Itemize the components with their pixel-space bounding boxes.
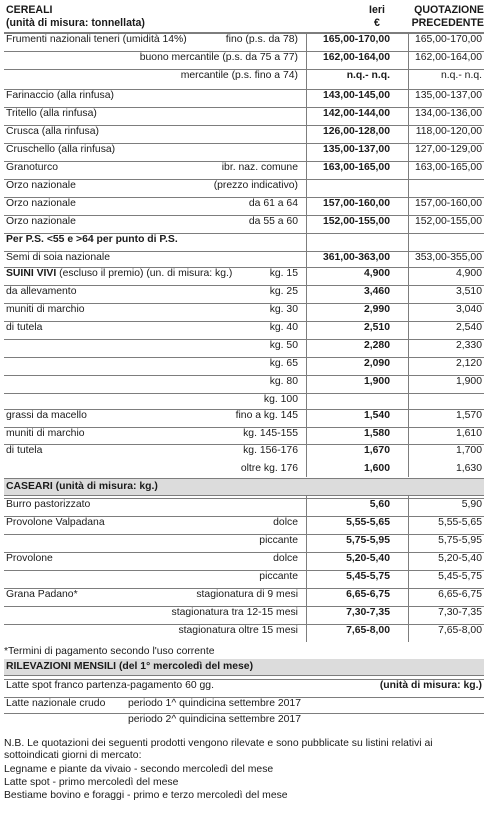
price-precedente: 134,00-136,00 (414, 108, 482, 119)
price-precedente: 135,00-137,00 (414, 90, 482, 101)
section-unit-cereali: (unità di misura: tonnellata) (6, 17, 145, 29)
row-spec: da 55 a 60 (248, 216, 298, 227)
price-precedente: 1,610 (455, 428, 482, 439)
table-row (4, 285, 484, 297)
price-precedente: 5,20-5,40 (438, 553, 482, 564)
row-label: muniti di marchio (6, 428, 85, 439)
row-label (6, 267, 232, 281)
table-row (4, 197, 484, 209)
price-precedente: 157,00-160,00 (414, 198, 482, 209)
price-ieri: 1,900 (363, 376, 390, 387)
price-ieri: 5,55-5,65 (346, 517, 390, 528)
price-precedente: 7,65-8,00 (438, 625, 482, 636)
table-row (4, 179, 484, 191)
row-label: Provolone Valpadana (6, 517, 105, 528)
row-spec: piccante (259, 571, 298, 582)
price-precedente: 2,330 (455, 340, 482, 351)
note-line: sottoindicati giorni di mercato: (4, 750, 142, 761)
section-unit-suini: (escluso il premio) (un. di misura: kg.) (59, 268, 233, 279)
table-row (4, 534, 484, 546)
row-label: Farinaccio (alla rinfusa) (6, 90, 114, 101)
table-row (4, 339, 484, 351)
row-spec: kg. 50 (269, 340, 298, 351)
price-precedente: 3,510 (455, 286, 482, 297)
price-ieri: 4,900 (363, 268, 390, 279)
unit-label: (unità di misura: kg.) (379, 680, 482, 691)
price-precedente: 152,00-155,00 (414, 216, 482, 227)
row-spec: kg. 156-176 (243, 445, 298, 456)
price-ieri: 5,20-5,40 (346, 553, 390, 564)
column-header-quotazione: QUOTAZIONE (414, 4, 484, 16)
row-label: Orzo nazionale (6, 216, 76, 227)
price-ieri: 1,580 (363, 428, 390, 439)
price-precedente: 2,120 (455, 358, 482, 369)
price-ieri: 152,00-155,00 (322, 216, 390, 227)
row-spec: stagionatura di 9 mesi (196, 589, 298, 600)
note-line: Legname e piante da vivaio - secondo mercoledì del mese (4, 764, 274, 775)
period-label: periodo 2^ quindicina settembre 2017 (128, 714, 301, 725)
table-row (4, 69, 484, 81)
price-precedente: 5,55-5,65 (438, 517, 482, 528)
price-ieri: 1,600 (363, 463, 390, 474)
section-title-caseari: CASEARI (unità di misura: kg.) (6, 481, 158, 492)
price-ieri: 5,60 (369, 499, 390, 510)
table-row (4, 713, 484, 725)
row-spec: (prezzo indicativo) (213, 180, 298, 191)
table-row (4, 588, 484, 600)
row-spec: kg. 80 (269, 376, 298, 387)
price-precedente: 5,75-5,95 (438, 535, 482, 546)
table-row (4, 215, 484, 227)
price-ieri: 126,00-128,00 (322, 126, 390, 137)
row-spec: kg. 25 (269, 286, 298, 297)
row-spec: kg. 65 (269, 358, 298, 369)
column-header-precedente: PRECEDENTE (411, 17, 484, 29)
row-spec: stagionatura tra 12-15 mesi (171, 607, 298, 618)
table-row (4, 427, 484, 439)
row-label: Grana Padano* (6, 589, 78, 600)
row-spec: fino a kg. 145 (235, 410, 298, 421)
price-precedente: 4,900 (455, 268, 482, 279)
price-ieri: 2,280 (363, 340, 390, 351)
table-row (4, 233, 484, 245)
price-ieri: 7,65-8,00 (346, 625, 390, 636)
section-title-cereali: CEREALI (6, 4, 53, 16)
column-header-ieri: Ieri (369, 4, 385, 16)
price-ieri: 5,75-5,95 (346, 535, 390, 546)
table-row (4, 444, 484, 456)
price-ieri: 163,00-165,00 (322, 162, 390, 173)
row-label: Latte spot franco partenza-pagamento 60 gg. (6, 680, 214, 691)
row-label: muniti di marchio (6, 304, 85, 315)
price-precedente: 3,040 (455, 304, 482, 315)
row-spec: kg. 40 (269, 322, 298, 333)
table-row (4, 107, 484, 119)
row-spec: kg. 100 (263, 394, 298, 405)
price-ieri: n.q.- n.q. (346, 70, 390, 81)
row-spec: kg. 15 (269, 268, 298, 279)
table-row (4, 516, 484, 528)
table-row (4, 321, 484, 333)
row-label: Burro pastorizzato (6, 499, 91, 510)
section-header-caseari (4, 478, 484, 496)
table-row (4, 679, 484, 691)
row-spec: ibr. naz. comune (221, 162, 298, 173)
price-ieri: 7,30-7,35 (346, 607, 390, 618)
table-row (4, 357, 484, 369)
table-row (4, 570, 484, 582)
price-ieri: 361,00-363,00 (322, 252, 390, 263)
price-precedente: 5,45-5,75 (438, 571, 482, 582)
price-ieri: 143,00-145,00 (322, 90, 390, 101)
price-precedente: 6,65-6,75 (438, 589, 482, 600)
price-ieri: 5,45-5,75 (346, 571, 390, 582)
price-ieri: 165,00-170,00 (322, 34, 390, 45)
row-spec: fino (p.s. da 78) (225, 34, 298, 45)
note-line: N.B. Le quotazioni dei seguenti prodotti vengono rilevate e sono pubblicate su listini relativi ai (4, 738, 433, 749)
section-title-suini: SUINI VIVI (6, 268, 57, 279)
row-label: Semi di soia nazionale (6, 252, 110, 263)
price-precedente: n.q.- n.q. (440, 70, 482, 81)
row-label: grassi da macello (6, 410, 87, 421)
price-precedente: 1,570 (455, 410, 482, 421)
euro-symbol: € (374, 17, 380, 29)
price-ieri: 2,510 (363, 322, 390, 333)
table-row (4, 624, 484, 636)
row-spec: oltre kg. 176 (240, 463, 298, 474)
price-ieri: 3,460 (363, 286, 390, 297)
table-row (4, 375, 484, 387)
price-ieri: 2,990 (363, 304, 390, 315)
table-row (4, 33, 484, 45)
table-row (4, 267, 484, 279)
row-spec: buono mercantile (p.s. da 75 a 77) (139, 52, 298, 63)
row-spec: dolce (273, 517, 298, 528)
price-ieri: 1,540 (363, 410, 390, 421)
price-ieri: 135,00-137,00 (322, 144, 390, 155)
table-row (4, 125, 484, 137)
price-ieri: 162,00-164,00 (322, 52, 390, 63)
price-precedente: 2,540 (455, 322, 482, 333)
price-ieri: 157,00-160,00 (322, 198, 390, 209)
price-precedente: 127,00-129,00 (414, 144, 482, 155)
table-row (4, 89, 484, 101)
table-row (4, 143, 484, 155)
section-title-monthly: RILEVAZIONI MENSILI (del 1° mercoledì del mese) (6, 661, 254, 672)
row-label: Orzo nazionale (6, 198, 76, 209)
row-spec: stagionatura oltre 15 mesi (178, 625, 298, 636)
row-label: da allevamento (6, 286, 77, 297)
row-label: Per P.S. <55 e >64 per punto di P.S. (6, 234, 178, 245)
row-label: Latte nazionale crudo (6, 698, 106, 709)
table-row (4, 606, 484, 618)
row-spec: da 61 a 64 (248, 198, 298, 209)
price-precedente: 1,700 (455, 445, 482, 456)
note-line: Bestiame bovino e foraggi - primo e terzo mercoledì del mese (4, 790, 288, 801)
row-spec: mercantile (p.s. fino a 74) (180, 70, 298, 81)
section-header-monthly (4, 659, 484, 676)
table-row (4, 552, 484, 564)
price-ieri: 1,670 (363, 445, 390, 456)
table-header (4, 2, 484, 33)
price-precedente: 165,00-170,00 (414, 34, 482, 45)
table-row (4, 409, 484, 421)
table-row (4, 51, 484, 63)
table-row (4, 161, 484, 173)
row-label: di tutela (6, 322, 43, 333)
row-spec: dolce (273, 553, 298, 564)
price-precedente: 7,30-7,35 (438, 607, 482, 618)
price-precedente: 118,00-120,00 (415, 126, 482, 137)
row-label: Orzo nazionale (6, 180, 76, 191)
row-label: Provolone (6, 553, 53, 564)
row-label: Tritello (alla rinfusa) (6, 108, 97, 119)
table-row (4, 303, 484, 315)
price-precedente: 5,90 (461, 499, 482, 510)
price-precedente: 1,630 (455, 463, 482, 474)
table-row (4, 393, 484, 405)
row-spec: kg. 145-155 (243, 428, 298, 439)
price-ieri: 2,090 (363, 358, 390, 369)
price-precedente: 163,00-165,00 (414, 162, 482, 173)
period-label: periodo 1^ quindicina settembre 2017 (128, 698, 301, 709)
price-precedente: 353,00-355,00 (414, 252, 482, 263)
note-line: Latte spot - primo mercoledì del mese (4, 777, 179, 788)
table-row (4, 251, 484, 263)
price-precedente: 1,900 (455, 376, 482, 387)
price-ieri: 6,65-6,75 (346, 589, 390, 600)
table-row (4, 697, 484, 709)
row-spec: kg. 30 (269, 304, 298, 315)
price-ieri: 142,00-144,00 (322, 108, 390, 119)
price-precedente: 162,00-164,00 (414, 52, 482, 63)
table-row (4, 498, 484, 510)
row-label: Cruschello (alla rinfusa) (6, 144, 116, 155)
footnote: *Termini di pagamento secondo l'uso corrente (4, 646, 215, 657)
row-label: di tutela (6, 445, 43, 456)
row-label: Crusca (alla rinfusa) (6, 126, 99, 137)
row-label: Granoturco (6, 162, 58, 173)
row-spec: piccante (259, 535, 298, 546)
row-label: Frumenti nazionali teneri (umidità 14%) (6, 34, 187, 45)
